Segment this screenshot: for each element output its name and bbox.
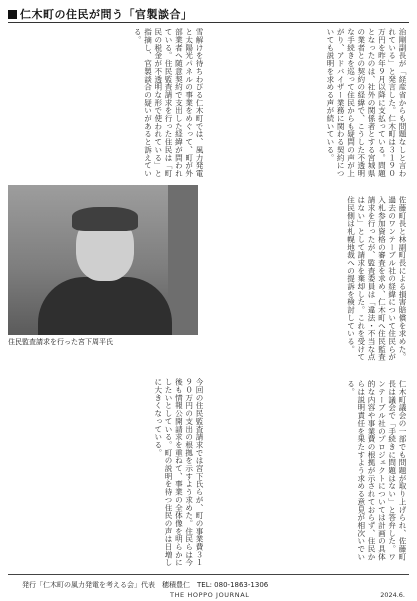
article-column: 雪解けを待ちわびる仁木町では、風力発電と太陽光パネルの事業をめぐって、町が外部業者へ随意契約で支出した経緯が問われている。住民監査請求を行った住民は「町民の税金が不透明な形で使われている」と指摘し、官製談合の疑いがあると訴えている。: [133, 28, 204, 178]
portrait-photo: [8, 185, 198, 335]
publisher-info: 発行「仁木町の風力発電を考える会」代表 穂積豊仁 TEL: 080-1863-1306: [22, 581, 269, 589]
article-column: 治剛副長が「経産省からも問題なしと言われている」と発言した。仁木町は３１９０万円を昨年９月以降に支払っている。問題となったのは、社外の関係者とする宮城県の業者との契約の経緯で、こうした不透明な手続きを巡って住民からも疑問の声が上がり、アドバイザー業務に関わる契約についても説明を求める声が続いている。: [325, 28, 407, 178]
article-title: 仁木町の住民が問う「官製談合」: [20, 8, 193, 21]
photo-caption: 住民監査請求を行った宮下周平氏: [8, 338, 113, 346]
article-header: [8, 6, 193, 22]
article-column: 佐藤町長と林副町長による損害賠償を求めた。過去のワンテーブル社の経緯について住民らが入札参加資格の審査を求め、仁木町へ住民監査請求を行ったが、監査委員は「違法・不当な点はない」として請求を棄却した。これを受けて住民側は札幌地裁への提訴を検討している。: [346, 196, 407, 361]
footer-rule: [8, 574, 409, 575]
header-square-icon: [8, 10, 17, 19]
article-column: 今回の住民監査請求では宮下氏らが、町の事業費３１９０万円の支出の根拠を示すよう求めた。住民らは今後も情報公開請求を重ねて、事業の全体像を明らかにしたいとしている。町の説明を待つ住民の声は日増しに大きくなっている。: [153, 378, 204, 567]
article-column: 仁木町議会の一部でも問題が取り上げられ、佐藤町長は議会で「手続きに問題はない」と答弁した。ワンテーブル社のプロジェクトについては計画の具体的な内容や事業費の根拠が示されておらず、住民からは説明責任を果たすよう求める意見が相次いでいる。: [346, 380, 407, 561]
footer: [0, 574, 417, 601]
header-rule: [8, 22, 409, 23]
journal-name: THE HOPPO JOURNAL: [170, 591, 250, 599]
issue-date: 2024.6.: [380, 591, 405, 599]
